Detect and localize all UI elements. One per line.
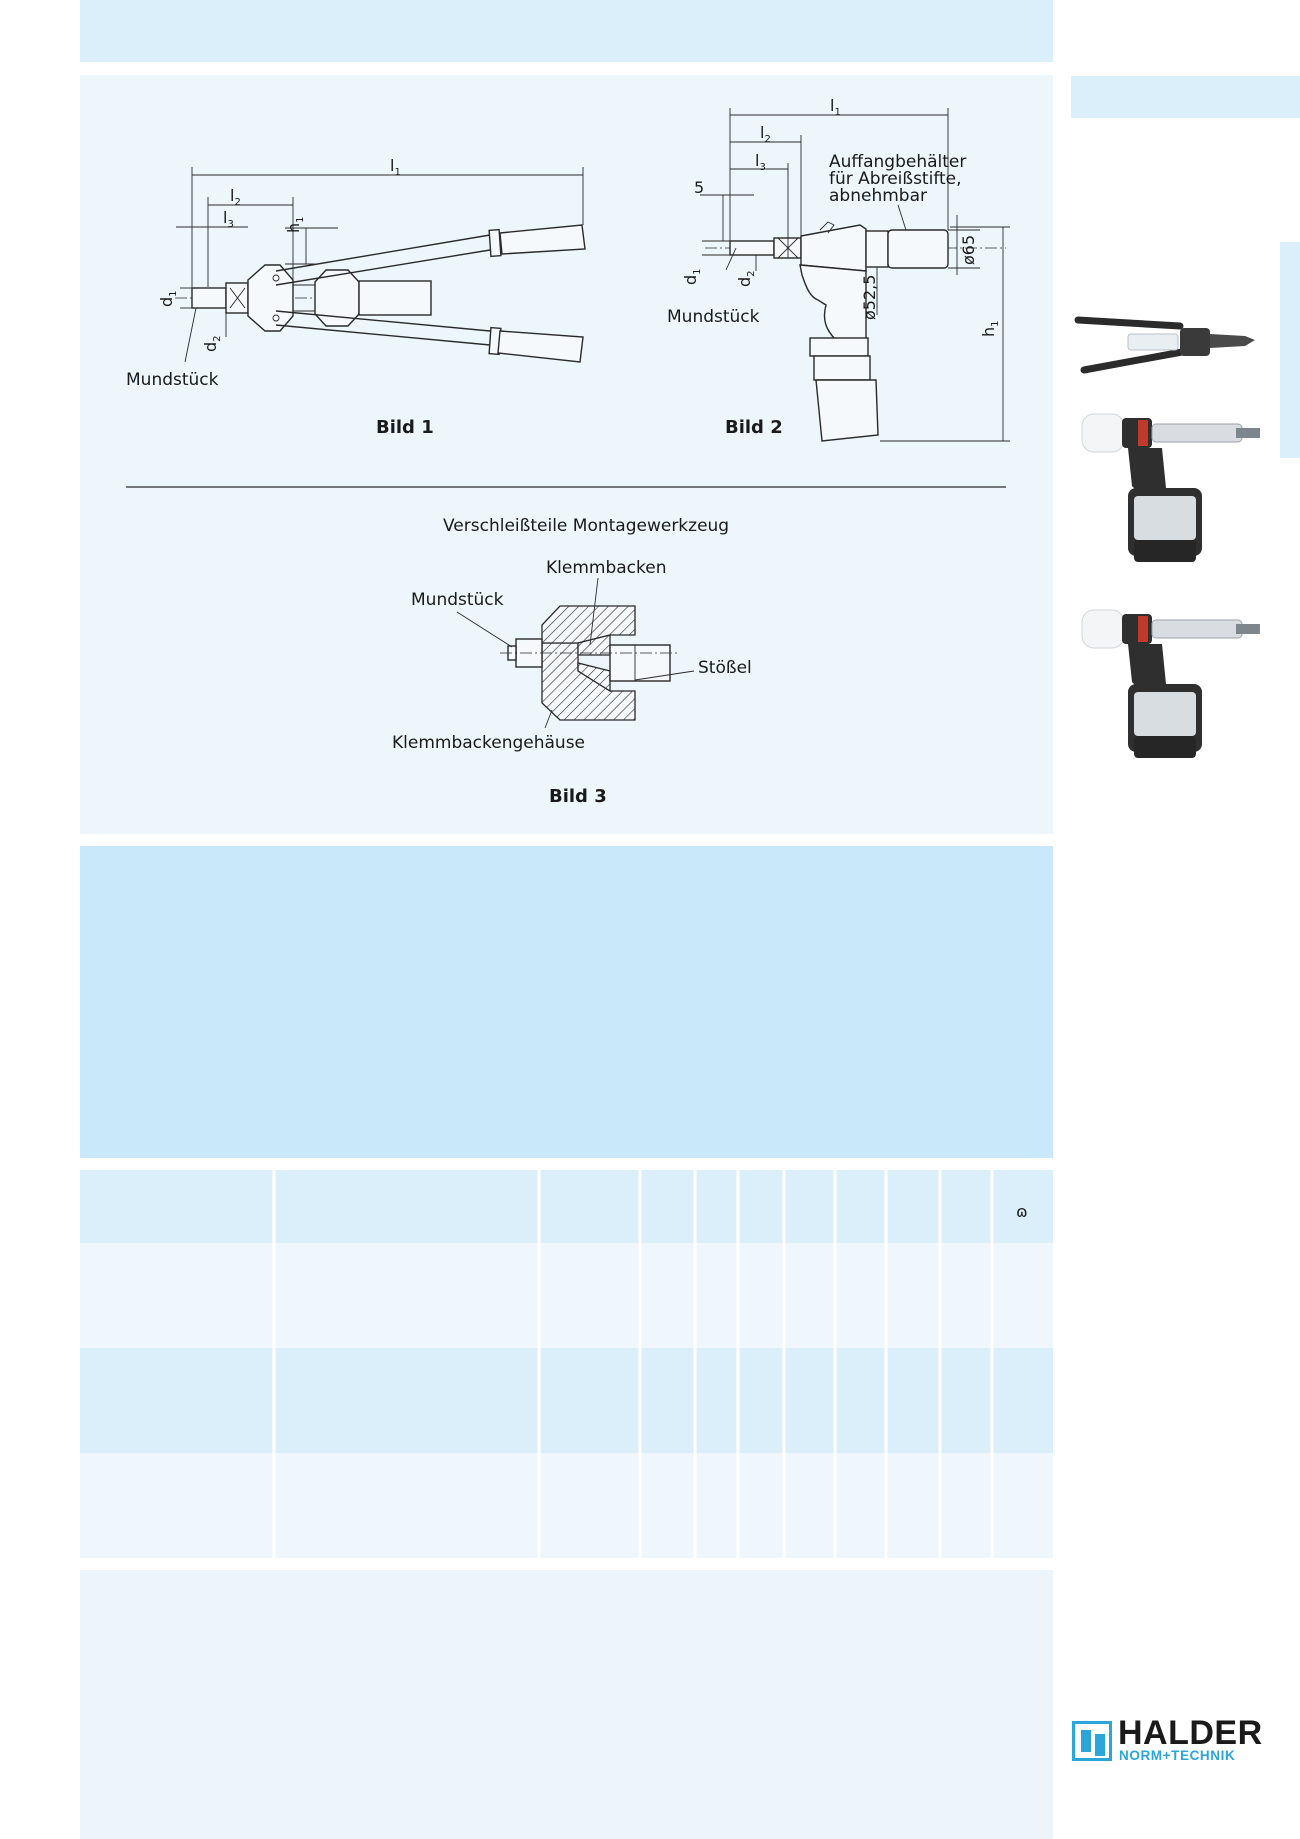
svg-text:d2: $d_2$ [201,335,223,352]
top-header-band [80,0,1053,62]
rivet-gun-icon [1082,414,1260,562]
svg-text:ø65: ø65 [959,234,978,265]
svg-text:l2: $l_2$ [230,186,241,208]
svg-text:Verschleißteile Montagewerkzeu: Verschleißteile Montagewerkzeug [443,516,730,536]
bild-1-drawing [126,156,585,438]
bottom-panel [80,1570,1053,1839]
svg-text:l3: $l_3$ [755,151,766,173]
svg-text:d1: $d_1$ [157,290,179,307]
svg-text:Auffangbehälter: Auffangbehälter [829,152,967,172]
bild-3-drawing [392,516,752,807]
svg-text:Klemmbackengehäuse: Klemmbackengehäuse [392,733,586,753]
logo-tagline: NORM+TECHNIK [1119,1748,1236,1763]
right-tab-band [1071,76,1300,118]
pneumatic-rivet-gun-photo-1 [1076,408,1266,573]
svg-text:d1: $d_1$ [681,268,703,285]
table-header-row [80,1170,1053,1243]
svg-text:l1: $l_1$ [830,96,841,118]
info-band [80,846,1053,1158]
table-row [80,1243,1053,1348]
svg-text:h1: $h_1$ [284,216,306,233]
svg-text:d2: $d_2$ [735,270,757,287]
svg-text:Bild 3: Bild 3 [549,786,607,807]
hand-rivet-tool-photo [1070,308,1270,378]
logo-name: HALDER [1118,1714,1263,1752]
svg-text:Mundstück: Mundstück [667,307,760,327]
bild-2-drawing [667,96,1010,441]
svg-text:l1: $l_1$ [390,156,401,178]
svg-text:Mundstück: Mundstück [126,370,219,390]
svg-text:Klemmbacken: Klemmbacken [546,558,667,578]
svg-text:Bild 2: Bild 2 [725,417,783,438]
svg-text:abnehmbar: abnehmbar [829,186,927,206]
pneumatic-rivet-gun-photo-2 [1076,604,1266,769]
svg-text:l3: $l_3$ [223,208,234,230]
halder-logo [1072,1714,1267,1764]
svg-text:5: 5 [694,178,705,197]
svg-text:Mundstück: Mundstück [411,590,504,610]
halder-logo-icon [1072,1721,1112,1761]
table-header-icon: ɷ [1016,1202,1028,1221]
side-index-marker [1280,242,1300,458]
svg-text:Stößel: Stößel [698,658,752,678]
hand-riveter-icon [1078,320,1255,370]
rivet-gun-icon [1082,610,1260,758]
svg-text:für Abreißstifte,: für Abreißstifte, [829,169,962,189]
table-row [80,1453,1053,1558]
table-row [80,1348,1053,1453]
svg-text:h1: $h_1$ [979,320,1001,337]
data-table-grid [80,1170,1053,1558]
svg-text:l2: $l_2$ [760,123,771,145]
svg-text:Bild 1: Bild 1 [376,417,434,438]
svg-text:ø52,5: ø52,5 [860,274,879,320]
technical-drawings [80,75,1053,834]
